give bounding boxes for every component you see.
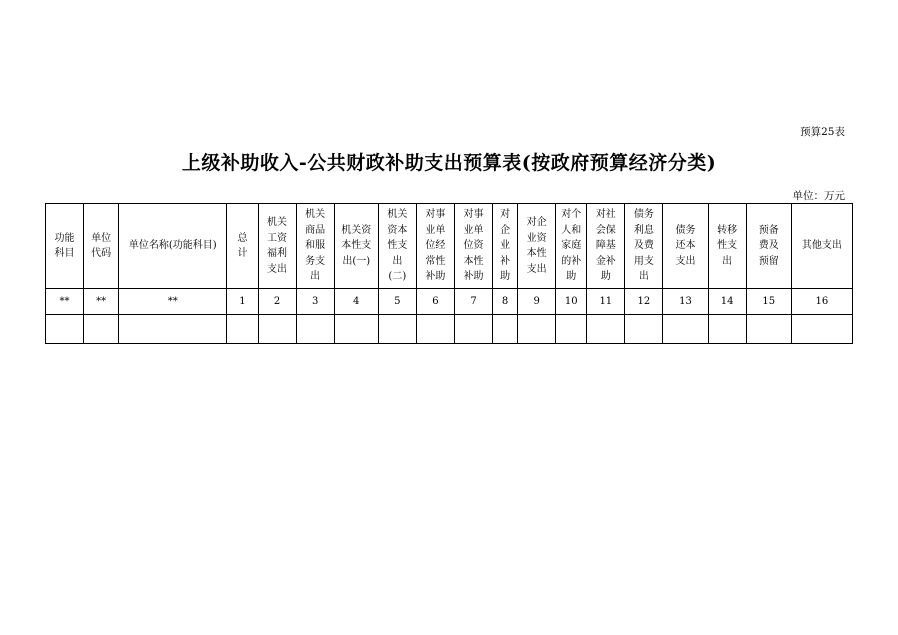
col-index: ** — [84, 289, 119, 315]
form-number: 预算25表 — [800, 126, 845, 138]
col-index: 1 — [227, 289, 258, 315]
col-index: 12 — [625, 289, 663, 315]
col-header: 预备费及预留 — [746, 204, 791, 289]
table-cell — [663, 315, 708, 344]
header-row — [46, 204, 853, 289]
col-index: 8 — [493, 289, 518, 315]
col-header: 转移性支出 — [708, 204, 746, 289]
col-index: 15 — [746, 289, 791, 315]
col-header: 总计 — [227, 204, 258, 289]
col-header: 机关工资福利支出 — [258, 204, 296, 289]
col-header: 单位代码 — [84, 204, 119, 289]
col-index: 6 — [416, 289, 454, 315]
page-title: 上级补助收入-公共财政补助支出预算表(按政府预算经济分类) — [181, 152, 717, 174]
col-header: 对企业资本性支出 — [518, 204, 556, 289]
table-cell — [416, 315, 454, 344]
col-header: 对事业单位资本性补助 — [454, 204, 492, 289]
table-row — [46, 315, 853, 344]
col-header: 对事业单位经常性补助 — [416, 204, 454, 289]
table-cell — [454, 315, 492, 344]
col-index: ** — [119, 289, 227, 315]
col-index: 4 — [334, 289, 378, 315]
index-row — [46, 289, 853, 315]
table-cell — [518, 315, 556, 344]
col-header: 债务利息及费用支出 — [625, 204, 663, 289]
col-index: 3 — [296, 289, 334, 315]
col-index: 2 — [258, 289, 296, 315]
col-header: 机关商品和服务支出 — [296, 204, 334, 289]
col-index: 16 — [791, 289, 852, 315]
table-cell — [258, 315, 296, 344]
col-index: 7 — [454, 289, 492, 315]
table-cell — [334, 315, 378, 344]
col-header: 对企业补助 — [493, 204, 518, 289]
col-index: 11 — [587, 289, 625, 315]
col-index: 13 — [663, 289, 708, 315]
col-index: 5 — [378, 289, 416, 315]
table-cell — [227, 315, 258, 344]
table-cell — [378, 315, 416, 344]
table-cell — [746, 315, 791, 344]
table-cell — [587, 315, 625, 344]
col-index: 14 — [708, 289, 746, 315]
col-header: 其他支出 — [791, 204, 852, 289]
col-header: 机关资本性支出(一) — [334, 204, 378, 289]
col-header: 对社会保障基金补助 — [587, 204, 625, 289]
table-cell — [296, 315, 334, 344]
col-index: 10 — [556, 289, 587, 315]
col-index: ** — [46, 289, 84, 315]
budget-table — [45, 203, 853, 344]
table-cell — [556, 315, 587, 344]
col-index: 9 — [518, 289, 556, 315]
table-cell — [119, 315, 227, 344]
table-cell — [791, 315, 852, 344]
col-header: 机关资本性支出(二) — [378, 204, 416, 289]
table-cell — [625, 315, 663, 344]
table-cell — [46, 315, 84, 344]
col-header: 债务还本支出 — [663, 204, 708, 289]
table-cell — [708, 315, 746, 344]
table-cell — [493, 315, 518, 344]
col-header: 单位名称(功能科目) — [119, 204, 227, 289]
unit-label: 单位：万元 — [792, 190, 845, 202]
table-cell — [84, 315, 119, 344]
col-header: 功能科目 — [46, 204, 84, 289]
col-header: 对个人和家庭的补助 — [556, 204, 587, 289]
